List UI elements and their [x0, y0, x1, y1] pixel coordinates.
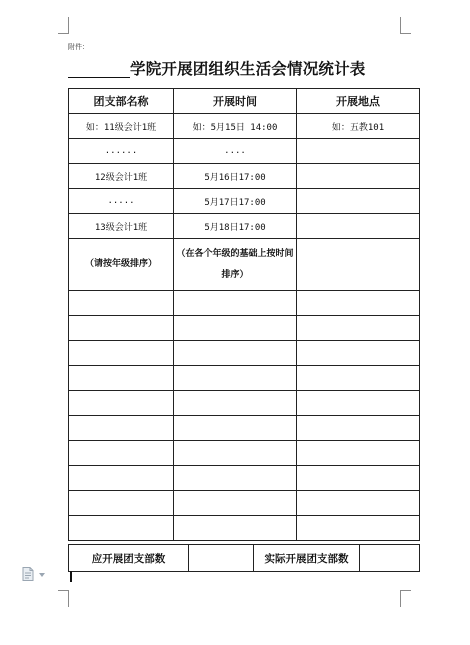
- table-row: [69, 466, 420, 491]
- table-cell[interactable]: 5月18日17:00: [174, 214, 297, 239]
- table-cell[interactable]: [297, 139, 420, 164]
- planned-count-label: 应开展团支部数: [69, 545, 189, 572]
- table-note-row: [69, 239, 420, 291]
- note-sort-by-grade[interactable]: （请按年级排序）: [69, 239, 174, 291]
- table-cell[interactable]: 12级会计1班: [69, 164, 174, 189]
- table-cell[interactable]: [297, 189, 420, 214]
- table-cell[interactable]: [297, 466, 420, 491]
- attachment-label: 附件：: [68, 43, 89, 51]
- table-cell[interactable]: [297, 491, 420, 516]
- table-cell[interactable]: 13级会计1班: [69, 214, 174, 239]
- table-cell[interactable]: [297, 316, 420, 341]
- page-title: [68, 56, 366, 78]
- table-cell[interactable]: [297, 391, 420, 416]
- table-row: [69, 416, 420, 441]
- table-cell[interactable]: [297, 164, 420, 189]
- table-cell[interactable]: [174, 341, 297, 366]
- table-header-row: [69, 89, 420, 114]
- table-cell[interactable]: 5月17日17:00: [174, 189, 297, 214]
- table-cell[interactable]: [69, 391, 174, 416]
- table-cell[interactable]: [174, 316, 297, 341]
- crop-mark-bottom-right: [400, 590, 411, 607]
- header-location: 开展地点: [297, 89, 420, 114]
- table-cell[interactable]: [174, 291, 297, 316]
- table-row: [69, 291, 420, 316]
- table-cell[interactable]: 5月16日17:00: [174, 164, 297, 189]
- table-row: [69, 189, 420, 214]
- table-cell[interactable]: [69, 416, 174, 441]
- table-cell[interactable]: [174, 516, 297, 541]
- table-cell[interactable]: [69, 441, 174, 466]
- text-cursor: [70, 571, 72, 582]
- table-cell[interactable]: [69, 516, 174, 541]
- table-row: [69, 391, 420, 416]
- table-row: [69, 491, 420, 516]
- table-cell[interactable]: [174, 491, 297, 516]
- table-cell[interactable]: [297, 341, 420, 366]
- table-cell[interactable]: .....: [69, 189, 174, 214]
- table-cell[interactable]: [69, 291, 174, 316]
- table-row: [69, 316, 420, 341]
- empty-rows: [69, 291, 420, 541]
- table-row: [69, 139, 420, 164]
- table-row: [69, 114, 420, 139]
- title-blank-underline[interactable]: [68, 60, 130, 78]
- planned-count-value[interactable]: [189, 545, 254, 572]
- table-cell[interactable]: [297, 416, 420, 441]
- note-sort-by-time[interactable]: （在各个年级的基础上按时间排序）: [174, 239, 297, 291]
- table-cell[interactable]: ......: [69, 139, 174, 164]
- table-cell[interactable]: [69, 491, 174, 516]
- table-row: [69, 441, 420, 466]
- summary-table: [68, 544, 420, 572]
- crop-mark-bottom-left: [58, 590, 69, 607]
- actual-count-value[interactable]: [360, 545, 420, 572]
- table-cell[interactable]: [69, 316, 174, 341]
- crop-mark-top-right: [400, 17, 411, 34]
- table-cell[interactable]: [297, 239, 420, 291]
- title-text: 学院开展团组织生活会情况统计表: [130, 60, 366, 78]
- table-cell[interactable]: 如：五教101: [297, 114, 420, 139]
- table-cell[interactable]: [174, 466, 297, 491]
- table-cell[interactable]: [174, 391, 297, 416]
- table-cell[interactable]: 如：11级会计1班: [69, 114, 174, 139]
- document-icon[interactable]: [22, 567, 34, 581]
- table-row: [69, 214, 420, 239]
- table-cell[interactable]: ....: [174, 139, 297, 164]
- table-row: [69, 164, 420, 189]
- header-time: 开展时间: [174, 89, 297, 114]
- table-row: [69, 516, 420, 541]
- table-cell[interactable]: [69, 341, 174, 366]
- table-cell[interactable]: [297, 516, 420, 541]
- table-cell[interactable]: [174, 416, 297, 441]
- header-branch-name: 团支部名称: [69, 89, 174, 114]
- summary-row: [69, 545, 420, 572]
- table-cell[interactable]: [297, 366, 420, 391]
- table-cell[interactable]: [174, 366, 297, 391]
- table-cell[interactable]: [297, 214, 420, 239]
- table-row: [69, 366, 420, 391]
- table-cell[interactable]: 如：5月15日 14:00: [174, 114, 297, 139]
- statistics-table: [68, 88, 420, 541]
- actual-count-label: 实际开展团支部数: [254, 545, 360, 572]
- table-cell[interactable]: [174, 441, 297, 466]
- table-cell[interactable]: [297, 291, 420, 316]
- table-cell[interactable]: [69, 466, 174, 491]
- table-row: [69, 341, 420, 366]
- chevron-down-icon[interactable]: [39, 573, 45, 577]
- crop-mark-top-left: [58, 17, 69, 34]
- table-cell[interactable]: [297, 441, 420, 466]
- table-cell[interactable]: [69, 366, 174, 391]
